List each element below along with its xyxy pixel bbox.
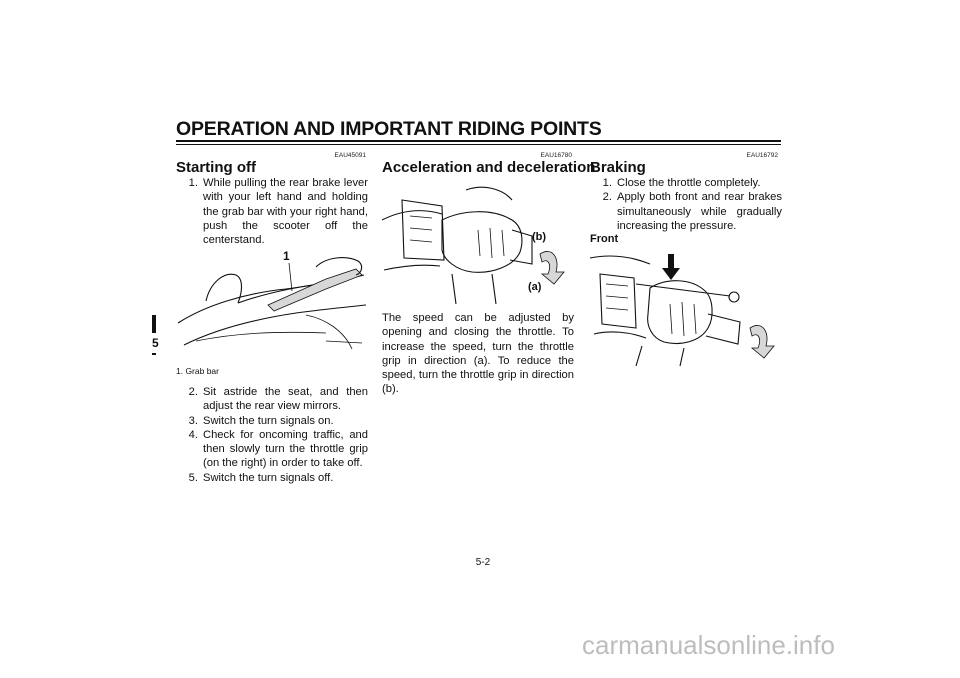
- list-item: [596, 190, 782, 233]
- braking-steps-list: [596, 176, 782, 233]
- list-item-number: 4.: [188, 428, 198, 441]
- section-code-acceleration: EAU16780: [540, 152, 572, 159]
- list-item-number: 5.: [188, 471, 198, 484]
- direction-label-a: (a): [528, 281, 542, 293]
- list-item-text: While pulling the rear brake lever with your left hand and holding the grab bar with your right hand, push the scooter off the centerstand.: [203, 177, 368, 247]
- section-title-acceleration: Acceleration and deceleration: [382, 159, 596, 176]
- starting-off-steps-list-a: [182, 176, 368, 247]
- section-title-braking: Braking: [590, 159, 646, 176]
- list-item: [182, 414, 368, 428]
- list-item: [182, 471, 368, 485]
- figure-caption-grab-bar: 1. Grab bar: [176, 366, 219, 376]
- header-rule-thin: [176, 144, 781, 145]
- list-item-number: 1.: [602, 177, 612, 189]
- list-item: [182, 428, 368, 471]
- list-item-number: 2.: [188, 386, 198, 398]
- starting-off-steps-list-b: [182, 385, 368, 485]
- page-number: 5-2: [475, 557, 491, 568]
- page-header-title: OPERATION AND IMPORTANT RIDING POINTS: [176, 118, 602, 140]
- list-item-number: 3.: [188, 414, 198, 427]
- list-item-text: Switch the turn signals on.: [203, 414, 334, 427]
- direction-label-b: (b): [532, 231, 547, 243]
- scooter-rear-grab-bar-illustration: [176, 245, 368, 357]
- list-item: [182, 385, 368, 414]
- section-code-braking: EAU16792: [746, 152, 778, 159]
- list-item-text: Apply both front and rear brakes simultaneously while gradually increasing the pressure.: [617, 191, 782, 232]
- list-item-text: Check for oncoming traffic, and then slowly turn the throttle grip (on the right) in order to take off.: [203, 428, 368, 470]
- list-item: [596, 176, 782, 190]
- acceleration-paragraph: The speed can be adjusted by opening and closing the throttle. To increase the speed, turn the throttle grip in direction (a). To reduce the speed, turn the throttle grip in direction (b).: [382, 312, 574, 396]
- list-item-number: 1.: [188, 177, 198, 189]
- figure-label-front: Front: [590, 233, 619, 245]
- chapter-tab-number: 5: [152, 333, 164, 353]
- list-item-text: Close the throttle completely.: [617, 177, 761, 189]
- front-brake-illustration: [590, 248, 785, 366]
- throttle-grip-illustration: [382, 180, 577, 305]
- header-rule-thick: [176, 140, 781, 142]
- list-item: [182, 176, 368, 247]
- list-item-number: 2.: [602, 191, 612, 204]
- watermark: carmanualsonline.info: [582, 630, 835, 660]
- list-item-text: Sit astride the seat, and then adjust the rear view mirrors.: [203, 386, 368, 413]
- list-item-text: Switch the turn signals off.: [203, 471, 334, 484]
- figure-callout-1: 1: [283, 249, 290, 263]
- section-code-starting-off: EAU45091: [334, 152, 366, 159]
- section-title-starting-off: Starting off: [176, 159, 256, 176]
